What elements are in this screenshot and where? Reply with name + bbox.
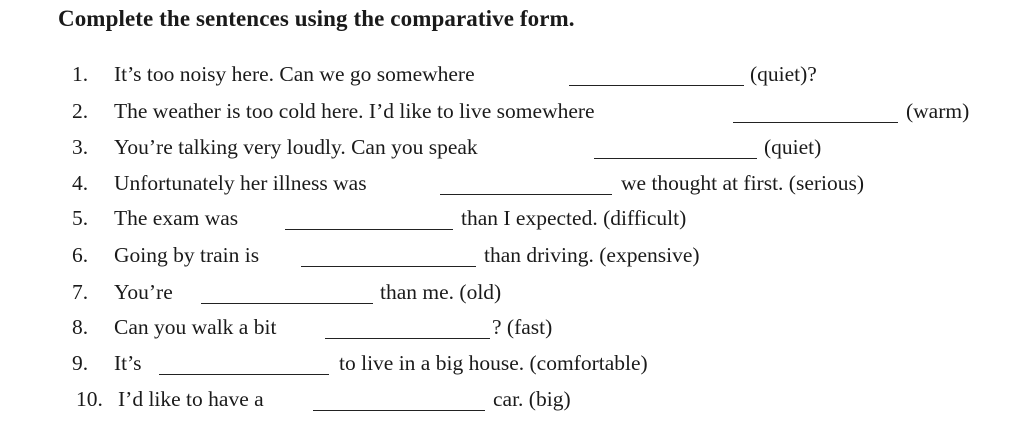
item-number: 1. [72,62,89,86]
exercise-item-9 [0,351,1024,381]
worksheet-title: Complete the sentences using the comparative form. [58,6,575,31]
sentence-start: I’d like to have a [118,387,264,411]
exercise-item-5 [0,206,1024,236]
answer-blank[interactable] [325,315,490,339]
item-number: 9. [72,351,89,375]
answer-blank[interactable] [313,387,485,411]
exercise-item-6 [0,243,1024,273]
item-number: 6. [72,243,89,267]
sentence-start: The exam was [114,206,239,230]
sentence-start: The weather is too cold here. I’d like to live somewhere [114,99,595,123]
sentence-start: You’re [114,280,173,304]
sentence-start: It’s [114,351,142,375]
answer-blank[interactable] [594,135,757,159]
item-number: 3. [72,135,89,159]
sentence-end: (quiet)? [750,62,817,86]
item-number: 7. [72,280,89,304]
exercise-item-1 [0,62,1024,92]
answer-blank[interactable] [440,171,612,195]
sentence-end: (warm) [906,99,970,123]
exercise-item-7 [0,280,1024,310]
sentence-end: (quiet) [764,135,822,159]
exercise-item-10 [0,387,1024,417]
answer-blank[interactable] [201,280,373,304]
answer-blank[interactable] [569,62,744,86]
answer-blank[interactable] [733,99,898,123]
sentence-end: we thought at first. (serious) [621,171,865,195]
answer-blank[interactable] [159,351,329,375]
sentence-start: Going by train is [114,243,260,267]
sentence-end: than driving. (expensive) [484,243,700,267]
sentence-start: Unfortunately her illness was [114,171,367,195]
item-number: 5. [72,206,89,230]
exercise-item-2 [0,99,1024,129]
exercise-item-8 [0,315,1024,345]
sentence-end: than I expected. (difficult) [461,206,687,230]
sentence-start: You’re talking very loudly. Can you speak [114,135,478,159]
item-number: 8. [72,315,89,339]
sentence-end: to live in a big house. (comfortable) [339,351,648,375]
sentence-end: car. (big) [493,387,571,411]
sentence-start: Can you walk a bit [114,315,277,339]
sentence-end: than me. (old) [380,280,502,304]
sentence-start: It’s too noisy here. Can we go somewhere [114,62,475,86]
item-number: 10. [76,387,103,411]
sentence-end: ? (fast) [492,315,553,339]
exercise-item-4 [0,171,1024,201]
item-number: 4. [72,171,89,195]
answer-blank[interactable] [301,243,476,267]
answer-blank[interactable] [285,206,453,230]
item-number: 2. [72,99,89,123]
exercise-item-3 [0,135,1024,165]
